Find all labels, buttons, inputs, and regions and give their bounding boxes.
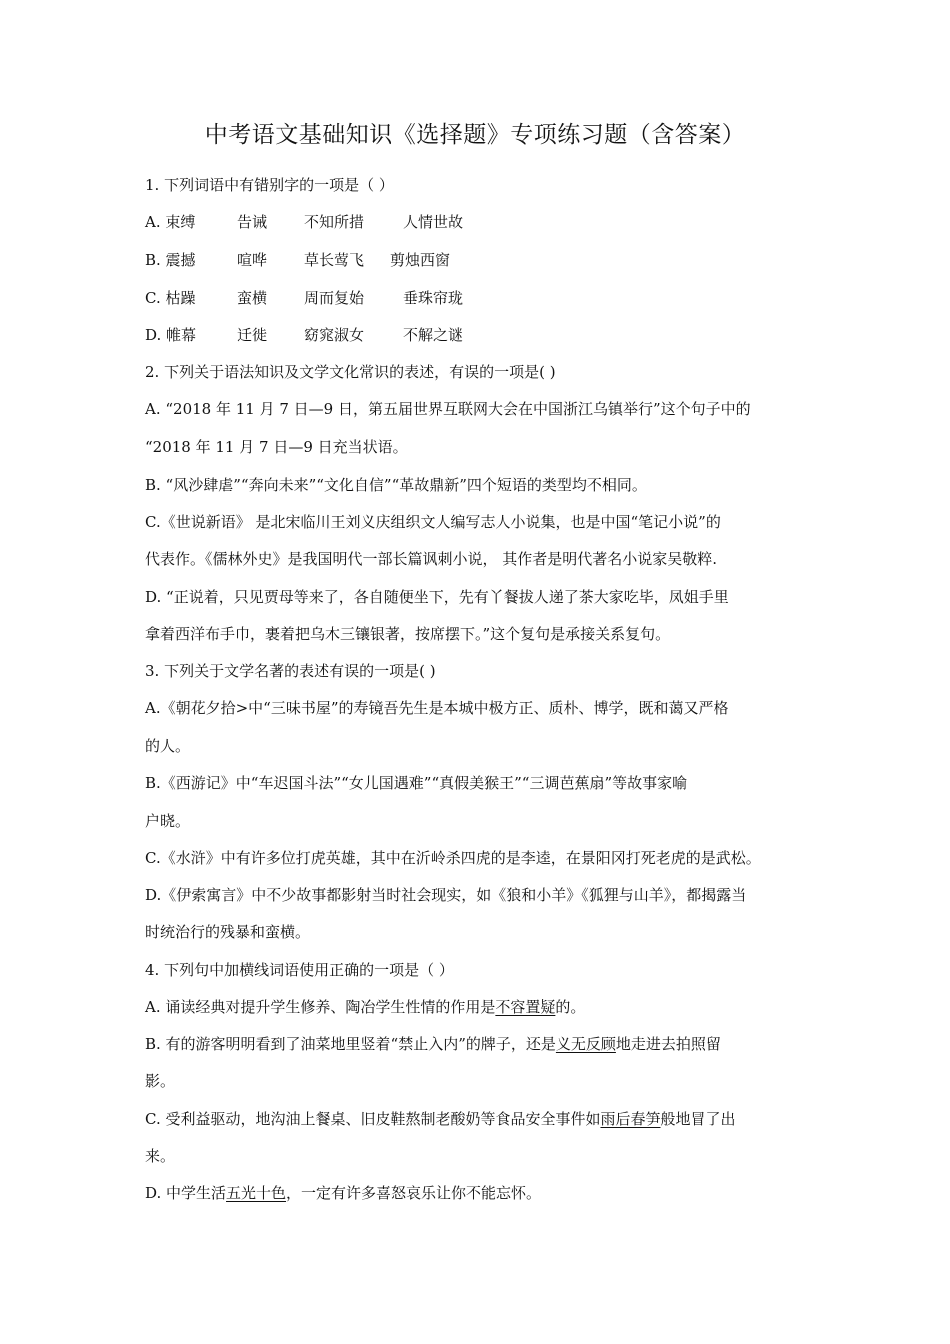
q1-d-word3: 窈窕淑女: [304, 326, 365, 344]
q4-option-c-line2: 来。: [145, 1147, 176, 1165]
q1-c-word3: 周而复始: [304, 289, 365, 307]
q1-a-word1: A. 束缚: [145, 213, 196, 231]
q2-option-a-line1: A. “2018 年 11 月 7 日—9 日，第五届世界互联网大会在中国浙江乌镇举行”这个句子中的: [145, 400, 751, 418]
q1-b-word4: 剪烛西窗: [390, 251, 451, 269]
q4-d-text-before: D. 中学生活: [145, 1184, 227, 1202]
q1-a-word3: 不知所措: [304, 213, 365, 231]
q2-option-a-line2: “2018 年 11 月 7 日—9 日充当状语。: [145, 438, 408, 456]
q1-option-d: [145, 325, 463, 345]
q4-c-text-before: C. 受利益驱动，地沟油上餐桌、旧皮鞋熬制老酸奶等食品安全事件如: [145, 1110, 601, 1128]
q3-option-d-line2: 时统治行的残暴和蛮横。: [145, 923, 311, 941]
q1-c-word4: 垂珠帘珑: [403, 289, 464, 307]
q4-option-b-line1: [145, 1034, 721, 1054]
q1-c-word1: C. 枯躁: [145, 289, 196, 307]
q4-stem: 4. 下列句中加横线词语使用正确的一项是（ ）: [145, 961, 454, 979]
q4-option-d: [145, 1183, 541, 1203]
q4-c-underlined-term: 雨后春笋: [600, 1110, 661, 1128]
q2-option-c-line1: C.《世说新语》 是北宋临川王刘义庆组织文人编写志人小说集，也是中国“笔记小说”的: [145, 513, 721, 531]
q1-option-b: [145, 250, 450, 270]
q2-stem: 2. 下列关于语法知识及文学文化常识的表述，有误的一项是( ): [145, 363, 556, 381]
q4-c-text-after: 般地冒了出: [660, 1110, 736, 1128]
q3-option-b-line2: 户晓。: [145, 812, 191, 830]
q1-c-word2: 蛮横: [237, 289, 268, 307]
q4-b-text-after: 地走进去拍照留: [615, 1035, 721, 1053]
q4-d-text-after: ，一定有许多喜怒哀乐让你不能忘怀。: [286, 1184, 542, 1202]
q3-stem: 3. 下列关于文学名著的表述有误的一项是( ): [145, 662, 436, 680]
q3-option-a-line2: 的人。: [145, 737, 191, 755]
q3-option-a-line1: A.《朝花夕拾>中“三味书屋”的寿镜吾先生是本城中极方正、质朴、博学，既和蔼又严格: [145, 699, 729, 717]
q1-d-word2: 迁徙: [237, 326, 268, 344]
q1-b-word1: B. 震撼: [145, 251, 196, 269]
q1-d-word4: 不解之谜: [403, 326, 464, 344]
q4-a-underlined-term: 不容置疑: [495, 998, 556, 1016]
q3-option-c: C.《水浒》中有许多位打虎英雄，其中在沂岭杀四虎的是李逵，在景阳冈打死老虎的是武松。: [145, 849, 761, 867]
q4-b-underlined-term: 义无反顾: [555, 1035, 616, 1053]
q3-option-b-line1: B.《西游记》中“车迟国斗法”“女儿国遇难”“真假美猴王”“三调芭蕉扇”等故事家喻: [145, 774, 688, 792]
q1-option-c: [145, 288, 463, 308]
q1-b-word3: 草长莺飞: [304, 251, 365, 269]
q3-option-d-line1: D.《伊索寓言》中不少故事都影射当时社会现实，如《狼和小羊》《狐狸与山羊》，都揭露当: [145, 886, 747, 904]
q1-a-word4: 人情世故: [403, 213, 464, 231]
q1-d-word1: D. 帷幕: [145, 326, 197, 344]
q4-b-text-before: B. 有的游客明明看到了油菜地里竖着“禁止入内”的牌子，还是: [145, 1035, 556, 1053]
q4-a-text-before: A. 诵读经典对提升学生修养、陶冶学生性情的作用是: [145, 998, 496, 1016]
q1-b-word2: 喧哗: [237, 251, 268, 269]
q2-option-d-line1: D. “正说着，只见贾母等来了，各自随便坐下，先有丫餐拔人递了茶大家吃毕，凤姐手里: [145, 588, 729, 606]
q2-option-d-line2: 拿着西洋布手巾，裹着把乌木三镶银著，按席摆下。”这个复句是承接关系复句。: [145, 625, 671, 643]
q2-option-b: B. “风沙肆虐”“奔向未来”“文化自信”“革故鼎新”四个短语的类型均不相同。: [145, 476, 647, 494]
q4-option-b-line2: 影。: [145, 1072, 176, 1090]
q4-d-underlined-term: 五光十色: [226, 1184, 287, 1202]
q1-option-a: [145, 212, 463, 232]
q4-option-a: [145, 997, 585, 1017]
q4-option-c-line1: [145, 1109, 736, 1129]
q1-stem: 1. 下列词语中有错别字的一项是（ ）: [145, 176, 394, 194]
page-title: 中考语文基础知识《选择题》专项练习题（含答案）: [204, 122, 746, 148]
q4-a-text-after: 的。: [555, 998, 586, 1016]
q2-option-c-line2: 代表作。《儒林外史》是我国明代一部长篇讽刺小说， 其作者是明代著名小说家吴敬粹.: [145, 550, 718, 568]
q1-a-word2: 告诫: [237, 213, 268, 231]
